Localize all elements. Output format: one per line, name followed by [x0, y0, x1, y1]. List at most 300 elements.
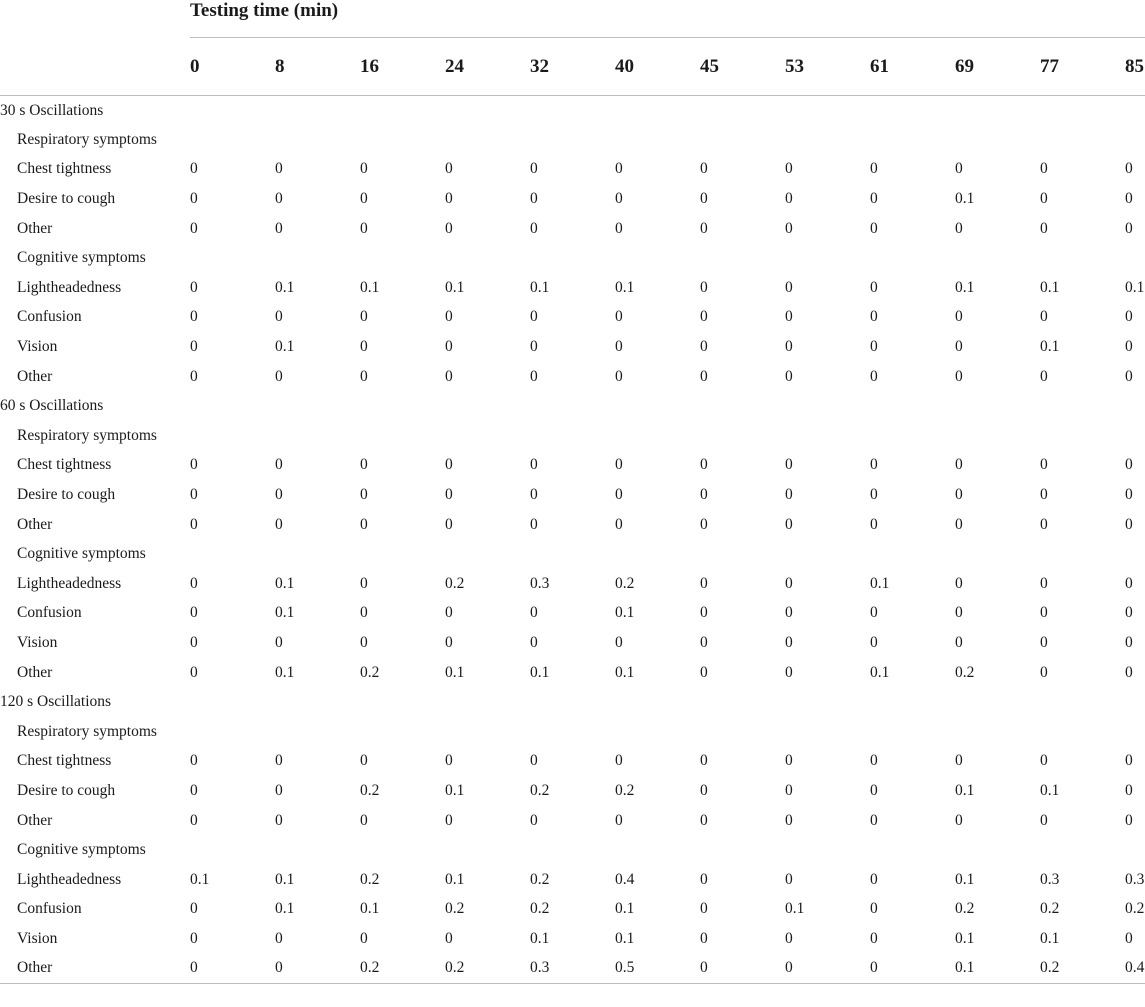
value-cell: 0 — [700, 604, 708, 622]
value-cell: 0.1 — [530, 929, 550, 947]
column-header-time: 24 — [445, 38, 530, 96]
value-cell: 0.1 — [615, 900, 635, 918]
value-cell: 0 — [445, 367, 453, 385]
value-cell: 0.1 — [445, 781, 465, 799]
value-cell: 0 — [870, 604, 878, 622]
row-label: Other — [0, 954, 190, 984]
value-cell: 0.1 — [275, 338, 295, 356]
value-cell: 0 — [870, 278, 878, 296]
value-cell: 0 — [530, 160, 538, 178]
value-cell: 0 — [700, 870, 708, 888]
table-row — [0, 658, 1145, 688]
value-cell: 0 — [785, 929, 793, 947]
value-cell: 0 — [190, 954, 275, 984]
value-cell: 0 — [1040, 456, 1048, 474]
value-cell: 0 — [955, 574, 963, 592]
value-cell: 0.1 — [275, 574, 295, 592]
header-corner-lower — [0, 38, 190, 96]
value-cell: 0.4 — [615, 870, 635, 888]
value-cell: 0 — [190, 574, 198, 592]
value-cell: 0 — [700, 811, 708, 829]
table-row — [0, 303, 1145, 333]
header-corner — [0, 0, 190, 38]
row-label: Lightheadedness — [17, 870, 122, 888]
value-cell: 0 — [190, 811, 198, 829]
value-cell: 0 — [870, 515, 878, 533]
value-cell: 0.2 — [445, 954, 530, 984]
table-row — [0, 155, 1145, 185]
row-label: Other — [17, 663, 53, 681]
value-cell: 0 — [190, 486, 198, 504]
value-cell: 0 — [360, 929, 368, 947]
value-cell: 0 — [1125, 811, 1133, 829]
value-cell: 0 — [190, 633, 198, 651]
value-cell: 0.1 — [445, 663, 465, 681]
value-cell: 0.2 — [445, 574, 465, 592]
value-cell: 0 — [700, 367, 708, 385]
value-cell: 0 — [445, 929, 453, 947]
value-cell: 0 — [955, 633, 963, 651]
value-cell: 0 — [615, 190, 623, 208]
value-cell: 0 — [275, 515, 283, 533]
value-cell: 0 — [870, 633, 878, 651]
value-cell: 0 — [785, 456, 793, 474]
value-cell: 0.3 — [1125, 870, 1145, 888]
value-cell: 0 — [275, 486, 283, 504]
value-cell: 0 — [360, 604, 368, 622]
row-label: Chest tightness — [17, 752, 112, 770]
table-row — [0, 747, 1145, 777]
value-cell: 0 — [615, 752, 623, 770]
value-cell: 0 — [785, 190, 793, 208]
value-cell: 0 — [445, 604, 453, 622]
value-cell: 0 — [1125, 456, 1133, 474]
section-row — [0, 96, 1145, 126]
value-cell: 0 — [700, 308, 708, 326]
value-cell: 0 — [700, 219, 708, 237]
table-row — [0, 184, 1145, 214]
section-row — [0, 391, 1145, 421]
value-cell: 0 — [700, 338, 708, 356]
value-cell: 0 — [445, 515, 453, 533]
value-cell: 0 — [530, 515, 538, 533]
value-cell: 0 — [785, 954, 870, 984]
value-cell: 0 — [615, 811, 623, 829]
value-cell: 0 — [955, 219, 963, 237]
value-cell: 0.2 — [1040, 900, 1060, 918]
column-header-time: 53 — [785, 38, 870, 96]
value-cell: 0 — [190, 752, 198, 770]
group-title: Respiratory symptoms — [17, 722, 157, 740]
value-cell: 0 — [1125, 160, 1133, 178]
value-cell: 0 — [785, 752, 793, 770]
value-cell: 0.1 — [615, 929, 635, 947]
row-label: Other — [17, 219, 53, 237]
value-cell: 0.1 — [275, 900, 295, 918]
value-cell: 0 — [700, 663, 708, 681]
value-cell: 0 — [1125, 604, 1133, 622]
value-cell: 0 — [870, 811, 878, 829]
value-cell: 0.1 — [615, 663, 635, 681]
value-cell: 0 — [360, 633, 368, 651]
value-cell: 0 — [615, 308, 623, 326]
value-cell: 0 — [1125, 515, 1133, 533]
value-cell: 0 — [190, 781, 198, 799]
table-row — [0, 214, 1145, 244]
row-label: Vision — [17, 633, 58, 651]
value-cell: 0 — [700, 752, 708, 770]
value-cell: 0.2 — [360, 781, 380, 799]
value-cell: 0 — [530, 752, 538, 770]
value-cell: 0 — [870, 929, 878, 947]
value-cell: 0 — [530, 456, 538, 474]
table-row — [0, 480, 1145, 510]
value-cell: 0.1 — [1040, 278, 1060, 296]
row-label: Desire to cough — [17, 781, 116, 799]
row-label: Chest tightness — [17, 160, 112, 178]
column-header-time: 40 — [615, 38, 700, 96]
value-cell: 0 — [530, 604, 538, 622]
value-cell: 0 — [360, 190, 368, 208]
value-cell: 0.1 — [275, 870, 295, 888]
value-cell: 0.1 — [870, 574, 890, 592]
table-row — [0, 510, 1145, 540]
row-label: Confusion — [17, 308, 82, 326]
value-cell: 0 — [870, 900, 878, 918]
group-row — [0, 539, 1145, 569]
column-header-time: 85 — [1125, 38, 1145, 96]
value-cell: 0.2 — [530, 781, 550, 799]
value-cell: 0 — [870, 752, 878, 770]
table-body — [0, 96, 1145, 984]
value-cell: 0 — [1125, 663, 1133, 681]
value-cell: 0 — [955, 604, 963, 622]
value-cell: 0 — [360, 456, 368, 474]
value-cell: 0 — [785, 663, 793, 681]
value-cell: 0 — [275, 954, 360, 984]
table-row — [0, 569, 1145, 599]
value-cell: 0 — [955, 515, 963, 533]
table-row — [0, 332, 1145, 362]
value-cell: 0 — [530, 338, 538, 356]
row-label: Lightheadedness — [17, 574, 122, 592]
value-cell: 0.1 — [445, 870, 465, 888]
group-title: Cognitive symptoms — [17, 841, 146, 859]
value-cell: 0 — [870, 456, 878, 474]
value-cell: 0.1 — [955, 954, 1040, 984]
row-label: Desire to cough — [17, 190, 116, 208]
value-cell: 0 — [870, 870, 878, 888]
value-cell: 0 — [1125, 367, 1133, 385]
value-cell: 0 — [955, 338, 963, 356]
value-cell: 0 — [955, 160, 963, 178]
value-cell: 0 — [360, 811, 368, 829]
value-cell: 0.2 — [955, 663, 975, 681]
value-cell: 0.1 — [785, 900, 805, 918]
value-cell: 0 — [615, 219, 623, 237]
value-cell: 0 — [1040, 811, 1048, 829]
value-cell: 0 — [445, 633, 453, 651]
value-cell: 0 — [615, 515, 623, 533]
value-cell: 0 — [785, 308, 793, 326]
value-cell: 0 — [1040, 633, 1048, 651]
value-cell: 0 — [1040, 663, 1048, 681]
value-cell: 0 — [275, 456, 283, 474]
section-title: 120 s Oscillations — [0, 693, 112, 711]
table-row — [0, 451, 1145, 481]
value-cell: 0 — [530, 486, 538, 504]
value-cell: 0.1 — [360, 278, 380, 296]
value-cell: 0 — [785, 811, 793, 829]
column-header-time: 61 — [870, 38, 955, 96]
value-cell: 0 — [1125, 219, 1133, 237]
section-title: 60 s Oscillations — [0, 397, 104, 415]
column-header-time: 16 — [360, 38, 445, 96]
value-cell: 0 — [275, 781, 283, 799]
column-header-time: 8 — [275, 38, 360, 96]
value-cell: 0 — [445, 219, 453, 237]
value-cell: 0.1 — [955, 929, 975, 947]
value-cell: 0.1 — [1040, 338, 1060, 356]
value-cell: 0 — [700, 929, 708, 947]
table-row — [0, 628, 1145, 658]
value-cell: 0 — [275, 633, 283, 651]
value-cell: 0 — [700, 900, 708, 918]
value-cell: 0 — [275, 308, 283, 326]
value-cell: 0 — [530, 308, 538, 326]
value-cell: 0 — [360, 752, 368, 770]
value-cell: 0 — [1040, 574, 1048, 592]
value-cell: 0 — [190, 219, 198, 237]
value-cell: 0.1 — [615, 278, 635, 296]
value-cell: 0 — [1040, 367, 1048, 385]
value-cell: 0 — [955, 456, 963, 474]
value-cell: 0 — [190, 367, 198, 385]
value-cell: 0 — [190, 515, 198, 533]
value-cell: 0.2 — [1125, 900, 1145, 918]
value-cell: 0 — [1125, 338, 1133, 356]
value-cell: 0 — [870, 160, 878, 178]
value-cell: 0.1 — [615, 604, 635, 622]
value-cell: 0 — [1040, 219, 1048, 237]
value-cell: 0 — [190, 604, 198, 622]
group-title: Cognitive symptoms — [17, 249, 146, 267]
value-cell: 0 — [275, 811, 283, 829]
value-cell: 0 — [955, 308, 963, 326]
value-cell: 0 — [190, 456, 198, 474]
row-label: Confusion — [17, 900, 82, 918]
row-label: Confusion — [17, 604, 82, 622]
column-header-time: 69 — [955, 38, 1040, 96]
value-cell: 0.3 — [1040, 870, 1060, 888]
value-cell: 0.2 — [955, 900, 975, 918]
value-cell: 0 — [1125, 633, 1133, 651]
value-cell: 0 — [870, 338, 878, 356]
value-cell: 0.1 — [1040, 929, 1060, 947]
value-cell: 0 — [955, 811, 963, 829]
value-cell: 0 — [360, 219, 368, 237]
value-cell: 0 — [785, 781, 793, 799]
value-cell: 0 — [530, 190, 538, 208]
value-cell: 0 — [1125, 574, 1133, 592]
value-cell: 0 — [1125, 308, 1133, 326]
row-label: Lightheadedness — [17, 278, 122, 296]
table-row — [0, 865, 1145, 895]
value-cell: 0 — [1040, 160, 1048, 178]
value-cell: 0.1 — [955, 781, 975, 799]
value-cell: 0 — [190, 929, 198, 947]
value-cell: 0 — [615, 633, 623, 651]
value-cell: 0.1 — [275, 604, 295, 622]
value-cell: 0.4 — [1125, 954, 1145, 984]
row-label: Other — [17, 515, 53, 533]
table-row — [0, 954, 1145, 984]
value-cell: 0.1 — [870, 663, 890, 681]
value-cell: 0 — [700, 515, 708, 533]
value-cell: 0.1 — [955, 190, 975, 208]
value-cell: 0 — [360, 160, 368, 178]
value-cell: 0 — [700, 633, 708, 651]
value-cell: 0 — [190, 663, 198, 681]
value-cell: 0 — [1125, 929, 1133, 947]
group-row — [0, 835, 1145, 865]
value-cell: 0 — [1125, 781, 1133, 799]
value-cell: 0 — [870, 219, 878, 237]
column-header-time: 77 — [1040, 38, 1125, 96]
table-row — [0, 599, 1145, 629]
value-cell: 0 — [360, 515, 368, 533]
value-cell: 0 — [785, 486, 793, 504]
value-cell: 0 — [615, 160, 623, 178]
value-cell: 0 — [275, 160, 283, 178]
value-cell: 0 — [700, 456, 708, 474]
value-cell: 0 — [445, 190, 453, 208]
value-cell: 0.1 — [530, 278, 550, 296]
value-cell: 0 — [955, 486, 963, 504]
value-cell: 0 — [1125, 486, 1133, 504]
value-cell: 0 — [955, 367, 963, 385]
row-label: Chest tightness — [17, 456, 112, 474]
value-cell: 0.2 — [615, 781, 635, 799]
column-header-time: 0 — [190, 38, 275, 96]
value-cell: 0 — [445, 752, 453, 770]
value-cell: 0 — [615, 338, 623, 356]
value-cell: 0 — [530, 633, 538, 651]
value-cell: 0 — [445, 338, 453, 356]
value-cell: 0 — [700, 781, 708, 799]
value-cell: 0.1 — [955, 278, 975, 296]
value-cell: 0 — [360, 367, 368, 385]
column-group-title: Testing time (min) — [190, 0, 1145, 38]
table-row — [0, 924, 1145, 954]
value-cell: 0 — [190, 308, 198, 326]
value-cell: 0 — [275, 929, 283, 947]
group-title: Cognitive symptoms — [17, 545, 146, 563]
row-label: Vision — [17, 338, 58, 356]
value-cell: 0.2 — [1040, 954, 1125, 984]
group-title: Respiratory symptoms — [17, 426, 157, 444]
value-cell: 0 — [870, 308, 878, 326]
value-cell: 0 — [785, 219, 793, 237]
value-cell: 0.2 — [360, 663, 380, 681]
value-cell: 0.1 — [1040, 781, 1060, 799]
value-cell: 0.1 — [190, 870, 210, 888]
value-cell: 0 — [275, 190, 283, 208]
value-cell: 0 — [190, 190, 198, 208]
value-cell: 0.1 — [445, 278, 465, 296]
value-cell: 0.2 — [530, 900, 550, 918]
value-cell: 0.2 — [530, 870, 550, 888]
value-cell: 0.1 — [275, 663, 295, 681]
value-cell: 0 — [615, 367, 623, 385]
value-cell: 0 — [1125, 190, 1133, 208]
row-label: Other — [17, 811, 53, 829]
value-cell: 0 — [955, 752, 963, 770]
value-cell: 0.3 — [530, 954, 615, 984]
value-cell: 0 — [700, 574, 708, 592]
group-row — [0, 717, 1145, 747]
value-cell: 0 — [785, 278, 793, 296]
value-cell: 0 — [700, 486, 708, 504]
value-cell: 0.1 — [275, 278, 295, 296]
group-row — [0, 125, 1145, 155]
value-cell: 0.2 — [360, 954, 445, 984]
value-cell: 0.1 — [360, 900, 380, 918]
row-label: Desire to cough — [17, 486, 116, 504]
value-cell: 0.1 — [530, 663, 550, 681]
value-cell: 0 — [1040, 486, 1048, 504]
value-cell: 0 — [275, 752, 283, 770]
value-cell: 0.2 — [360, 870, 380, 888]
value-cell: 0.1 — [1125, 278, 1145, 296]
value-cell: 0 — [785, 604, 793, 622]
value-cell: 0 — [530, 811, 538, 829]
value-cell: 0.2 — [445, 900, 465, 918]
value-cell: 0 — [1040, 190, 1048, 208]
value-cell: 0.5 — [615, 954, 700, 984]
value-cell: 0 — [785, 633, 793, 651]
section-title: 30 s Oscillations — [0, 101, 104, 119]
value-cell: 0 — [785, 338, 793, 356]
value-cell: 0 — [1040, 604, 1048, 622]
value-cell: 0 — [785, 367, 793, 385]
value-cell: 0 — [190, 900, 198, 918]
value-cell: 0 — [190, 338, 198, 356]
value-cell: 0 — [700, 160, 708, 178]
value-cell: 0 — [785, 870, 793, 888]
value-cell: 0 — [1040, 308, 1048, 326]
value-cell: 0 — [530, 219, 538, 237]
value-cell: 0 — [275, 367, 283, 385]
table-row — [0, 776, 1145, 806]
value-cell: 0 — [870, 190, 878, 208]
value-cell: 0 — [445, 486, 453, 504]
column-header-time: 32 — [530, 38, 615, 96]
value-cell: 0 — [615, 486, 623, 504]
value-cell: 0 — [530, 367, 538, 385]
table-header — [0, 0, 1145, 96]
value-cell: 0 — [445, 160, 453, 178]
value-cell: 0 — [785, 574, 793, 592]
value-cell: 0.2 — [615, 574, 635, 592]
value-cell: 0 — [700, 954, 785, 984]
value-cell: 0 — [360, 574, 368, 592]
value-cell: 0 — [785, 160, 793, 178]
value-cell: 0 — [870, 486, 878, 504]
value-cell: 0 — [615, 456, 623, 474]
value-cell: 0 — [1040, 752, 1048, 770]
value-cell: 0 — [275, 219, 283, 237]
